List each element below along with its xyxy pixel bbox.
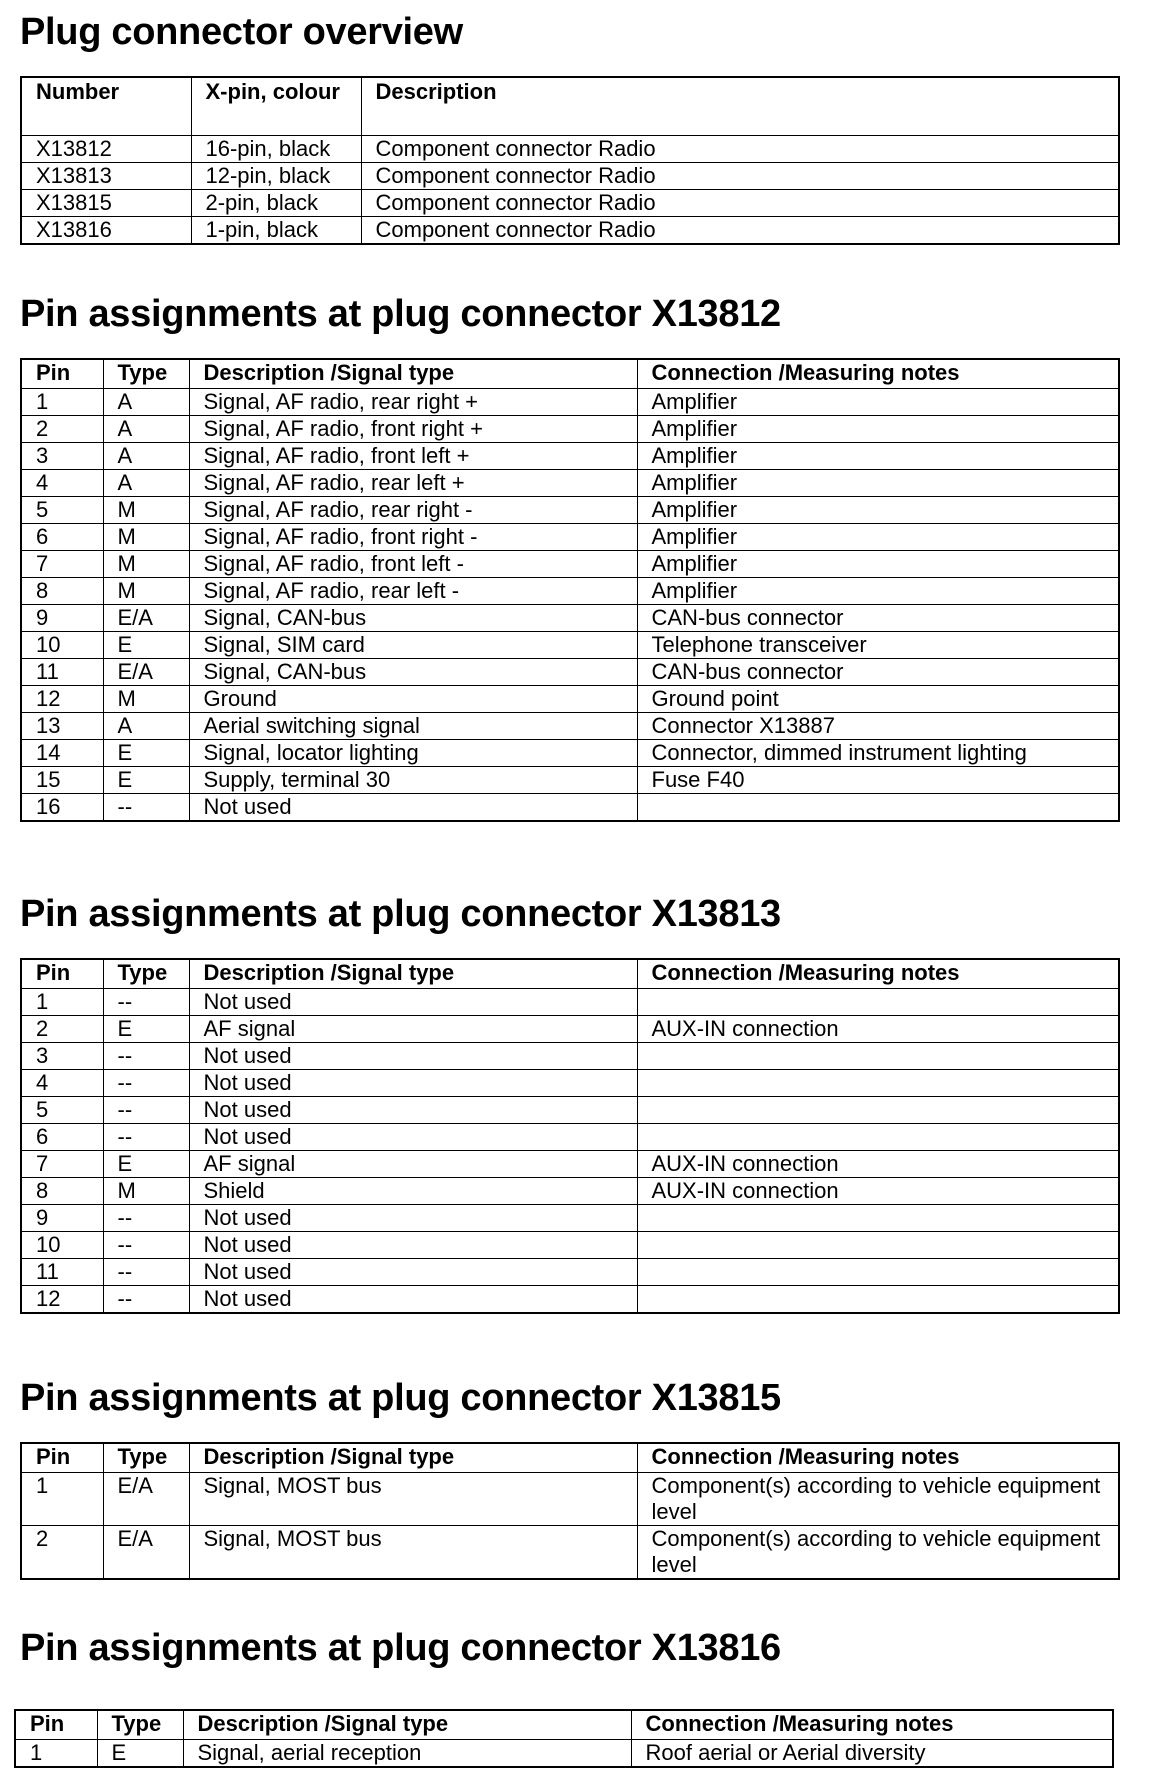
cell-pin: 4 [21, 1070, 103, 1097]
table-row [21, 217, 1119, 245]
cell-pin: 13 [21, 713, 103, 740]
cell-description: Not used [189, 1124, 637, 1151]
cell-type: -- [103, 1070, 189, 1097]
cell-description: Not used [189, 1286, 637, 1314]
cell-number: X13812 [21, 136, 191, 163]
cell-description: Shield [189, 1178, 637, 1205]
table-row [21, 416, 1119, 443]
table-row [21, 551, 1119, 578]
cell-type: E [103, 1016, 189, 1043]
cell-connection: Component(s) according to vehicle equipment level [637, 1473, 1119, 1526]
table-row [21, 163, 1119, 190]
cell-connection: AUX-IN connection [637, 1178, 1119, 1205]
cell-connection [637, 1070, 1119, 1097]
cell-pin: 2 [21, 1016, 103, 1043]
cell-type: M [103, 1178, 189, 1205]
cell-description: Signal, aerial reception [183, 1740, 631, 1768]
cell-type: A [103, 470, 189, 497]
table-row [21, 794, 1119, 822]
cell-type: E [103, 632, 189, 659]
col-description-header: Description [361, 77, 1119, 136]
cell-pin: 3 [21, 1043, 103, 1070]
table-header-row [21, 77, 1119, 136]
cell-connection: AUX-IN connection [637, 1151, 1119, 1178]
cell-description: Signal, CAN-bus [189, 659, 637, 686]
col-type-header: Type [97, 1710, 183, 1740]
cell-pin: 7 [21, 551, 103, 578]
cell-connection [637, 1232, 1119, 1259]
cell-type: -- [103, 1043, 189, 1070]
cell-type: E [103, 767, 189, 794]
cell-description: Signal, MOST bus [189, 1526, 637, 1580]
table-row [21, 1097, 1119, 1124]
col-connection-header: Connection /Measuring notes [637, 1443, 1119, 1473]
x13815-rows [21, 1473, 1119, 1580]
cell-description: Component connector Radio [361, 190, 1119, 217]
cell-type: E [103, 740, 189, 767]
cell-connection: CAN-bus connector [637, 659, 1119, 686]
cell-type: -- [103, 989, 189, 1016]
overview-rows [21, 136, 1119, 245]
cell-connection: Amplifier [637, 578, 1119, 605]
cell-description: Not used [189, 1070, 637, 1097]
table-row [21, 767, 1119, 794]
cell-pin: 3 [21, 443, 103, 470]
cell-description: AF signal [189, 1016, 637, 1043]
cell-type: -- [103, 1124, 189, 1151]
col-number-header: Number [21, 77, 191, 136]
col-pin-header: Pin [15, 1710, 97, 1740]
cell-pin: 8 [21, 578, 103, 605]
table-row [21, 1043, 1119, 1070]
col-xpin-header: X-pin, colour [191, 77, 361, 136]
cell-pin: 6 [21, 524, 103, 551]
table-row [21, 190, 1119, 217]
cell-description: Signal, locator lighting [189, 740, 637, 767]
table-row [21, 989, 1119, 1016]
table-header-row [21, 1443, 1119, 1473]
col-connection-header: Connection /Measuring notes [637, 359, 1119, 389]
cell-pin: 16 [21, 794, 103, 822]
cell-description: Signal, AF radio, rear left - [189, 578, 637, 605]
cell-pin: 2 [21, 1526, 103, 1580]
cell-type: A [103, 416, 189, 443]
cell-connection: Amplifier [637, 443, 1119, 470]
cell-connection: Amplifier [637, 524, 1119, 551]
cell-description: Aerial switching signal [189, 713, 637, 740]
cell-description: Signal, CAN-bus [189, 605, 637, 632]
cell-connection [637, 1205, 1119, 1232]
cell-pin: 9 [21, 605, 103, 632]
cell-description: Signal, AF radio, rear right + [189, 389, 637, 416]
table-row [21, 443, 1119, 470]
col-type-header: Type [103, 1443, 189, 1473]
x13816-rows [15, 1740, 1113, 1768]
cell-number: X13813 [21, 163, 191, 190]
table-row [15, 1740, 1113, 1768]
cell-pin: 6 [21, 1124, 103, 1151]
x13816-title: Pin assignments at plug connector X13816 [20, 1627, 781, 1669]
cell-connection: Fuse F40 [637, 767, 1119, 794]
cell-type: M [103, 497, 189, 524]
table-row [21, 1178, 1119, 1205]
table-header-row [15, 1710, 1113, 1740]
cell-connection [637, 1124, 1119, 1151]
x13812-rows [21, 389, 1119, 822]
col-pin-header: Pin [21, 359, 103, 389]
cell-description: Signal, MOST bus [189, 1473, 637, 1526]
cell-type: -- [103, 1097, 189, 1124]
col-pin-header: Pin [21, 1443, 103, 1473]
cell-description: Not used [189, 794, 637, 822]
cell-description: Signal, AF radio, front left + [189, 443, 637, 470]
cell-pin: 12 [21, 1286, 103, 1314]
cell-description: Signal, AF radio, front left - [189, 551, 637, 578]
col-type-header: Type [103, 959, 189, 989]
cell-xpin: 1-pin, black [191, 217, 361, 245]
col-connection-header: Connection /Measuring notes [631, 1710, 1113, 1740]
table-header-row [21, 959, 1119, 989]
cell-description: Not used [189, 1232, 637, 1259]
cell-pin: 4 [21, 470, 103, 497]
table-row [21, 497, 1119, 524]
cell-xpin: 16-pin, black [191, 136, 361, 163]
table-row [21, 1473, 1119, 1526]
cell-connection [637, 1097, 1119, 1124]
cell-type: E/A [103, 605, 189, 632]
cell-connection: Amplifier [637, 551, 1119, 578]
cell-description: Not used [189, 1205, 637, 1232]
cell-xpin: 2-pin, black [191, 190, 361, 217]
cell-pin: 10 [21, 1232, 103, 1259]
x13815-table [20, 1442, 1120, 1580]
cell-pin: 11 [21, 1259, 103, 1286]
x13816-table [14, 1709, 1114, 1768]
table-row [21, 389, 1119, 416]
col-connection-header: Connection /Measuring notes [637, 959, 1119, 989]
table-row [21, 136, 1119, 163]
cell-pin: 5 [21, 497, 103, 524]
cell-connection: Telephone transceiver [637, 632, 1119, 659]
table-row [21, 1205, 1119, 1232]
table-row [21, 713, 1119, 740]
cell-type: M [103, 686, 189, 713]
cell-connection: Roof aerial or Aerial diversity [631, 1740, 1113, 1768]
cell-connection: Connector X13887 [637, 713, 1119, 740]
x13812-table [20, 358, 1120, 822]
cell-description: Signal, AF radio, rear left + [189, 470, 637, 497]
col-type-header: Type [103, 359, 189, 389]
cell-type: E [103, 1151, 189, 1178]
cell-number: X13816 [21, 217, 191, 245]
cell-description: Signal, AF radio, front right - [189, 524, 637, 551]
cell-type: -- [103, 1286, 189, 1314]
cell-connection: Component(s) according to vehicle equipment level [637, 1526, 1119, 1580]
cell-connection: Ground point [637, 686, 1119, 713]
cell-description: Component connector Radio [361, 136, 1119, 163]
col-description-header: Description /Signal type [183, 1710, 631, 1740]
table-row [21, 1070, 1119, 1097]
table-row [21, 470, 1119, 497]
x13815-title: Pin assignments at plug connector X13815 [20, 1377, 781, 1419]
cell-connection: AUX-IN connection [637, 1016, 1119, 1043]
x13813-title: Pin assignments at plug connector X13813 [20, 893, 781, 935]
table-row [21, 632, 1119, 659]
col-description-header: Description /Signal type [189, 959, 637, 989]
cell-description: Ground [189, 686, 637, 713]
cell-connection [637, 989, 1119, 1016]
cell-connection [637, 794, 1119, 822]
cell-connection [637, 1259, 1119, 1286]
cell-type: M [103, 524, 189, 551]
cell-connection [637, 1286, 1119, 1314]
cell-pin: 1 [21, 989, 103, 1016]
cell-connection: Connector, dimmed instrument lighting [637, 740, 1119, 767]
cell-pin: 8 [21, 1178, 103, 1205]
table-row [21, 1016, 1119, 1043]
cell-description: Signal, SIM card [189, 632, 637, 659]
col-description-header: Description /Signal type [189, 1443, 637, 1473]
cell-description: Not used [189, 1043, 637, 1070]
cell-pin: 1 [21, 389, 103, 416]
cell-connection: Amplifier [637, 470, 1119, 497]
overview-title: Plug connector overview [20, 11, 463, 53]
cell-pin: 5 [21, 1097, 103, 1124]
cell-type: E [97, 1740, 183, 1768]
table-row [21, 686, 1119, 713]
cell-description: Not used [189, 989, 637, 1016]
cell-type: -- [103, 794, 189, 822]
table-row [21, 1124, 1119, 1151]
cell-description: Component connector Radio [361, 217, 1119, 245]
col-description-header: Description /Signal type [189, 359, 637, 389]
cell-pin: 7 [21, 1151, 103, 1178]
cell-type: M [103, 551, 189, 578]
cell-type: A [103, 389, 189, 416]
table-row [21, 1232, 1119, 1259]
cell-description: Component connector Radio [361, 163, 1119, 190]
cell-connection: Amplifier [637, 497, 1119, 524]
table-row [21, 524, 1119, 551]
cell-type: -- [103, 1205, 189, 1232]
table-row [21, 1151, 1119, 1178]
cell-pin: 2 [21, 416, 103, 443]
cell-connection [637, 1043, 1119, 1070]
cell-pin: 9 [21, 1205, 103, 1232]
cell-type: M [103, 578, 189, 605]
table-row [21, 578, 1119, 605]
table-row [21, 605, 1119, 632]
col-pin-header: Pin [21, 959, 103, 989]
cell-description: Not used [189, 1097, 637, 1124]
cell-type: -- [103, 1232, 189, 1259]
cell-description: Supply, terminal 30 [189, 767, 637, 794]
cell-pin: 1 [21, 1473, 103, 1526]
table-row [21, 1526, 1119, 1580]
table-row [21, 1259, 1119, 1286]
table-row [21, 659, 1119, 686]
cell-pin: 11 [21, 659, 103, 686]
cell-connection: Amplifier [637, 389, 1119, 416]
cell-description: Signal, AF radio, rear right - [189, 497, 637, 524]
cell-pin: 14 [21, 740, 103, 767]
cell-type: E/A [103, 1526, 189, 1580]
cell-type: A [103, 713, 189, 740]
cell-type: A [103, 443, 189, 470]
cell-pin: 1 [15, 1740, 97, 1768]
cell-pin: 15 [21, 767, 103, 794]
cell-connection: Amplifier [637, 416, 1119, 443]
cell-description: AF signal [189, 1151, 637, 1178]
cell-description: Not used [189, 1259, 637, 1286]
cell-type: E/A [103, 1473, 189, 1526]
cell-pin: 10 [21, 632, 103, 659]
x13813-table [20, 958, 1120, 1314]
overview-table [20, 76, 1120, 245]
table-header-row [21, 359, 1119, 389]
table-row [21, 1286, 1119, 1314]
cell-number: X13815 [21, 190, 191, 217]
cell-type: E/A [103, 659, 189, 686]
cell-description: Signal, AF radio, front right + [189, 416, 637, 443]
x13812-title: Pin assignments at plug connector X13812 [20, 293, 781, 335]
cell-connection: CAN-bus connector [637, 605, 1119, 632]
x13813-rows [21, 989, 1119, 1314]
cell-pin: 12 [21, 686, 103, 713]
table-row [21, 740, 1119, 767]
cell-type: -- [103, 1259, 189, 1286]
cell-xpin: 12-pin, black [191, 163, 361, 190]
